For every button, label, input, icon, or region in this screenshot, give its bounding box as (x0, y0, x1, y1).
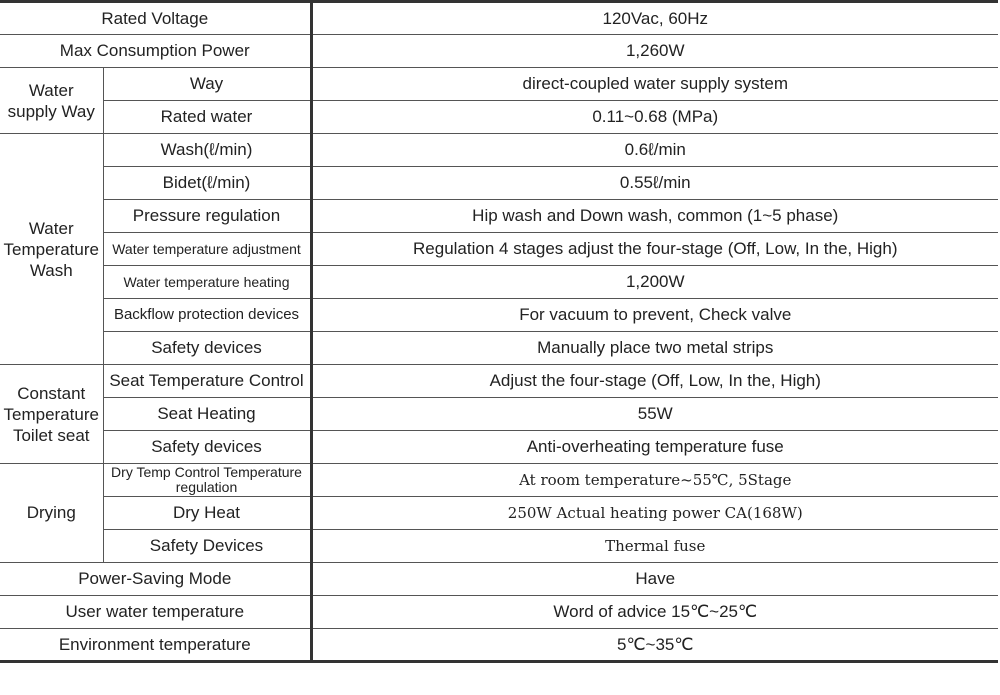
table-row (0, 233, 998, 266)
table-row (0, 2, 998, 35)
table-row (0, 35, 998, 68)
table-row (0, 629, 998, 662)
row-label: Max Consumption Power (0, 35, 311, 68)
row-label: Way (103, 68, 311, 101)
table-row (0, 68, 998, 101)
table-row (0, 101, 998, 134)
table-row (0, 134, 998, 167)
table-row (0, 497, 998, 530)
row-label: Wash(ℓ/min) (103, 134, 311, 167)
row-value: Thermal fuse (311, 530, 998, 563)
row-label: Safety Devices (103, 530, 311, 563)
row-value: 1,200W (311, 266, 998, 299)
table-row (0, 365, 998, 398)
row-value: Hip wash and Down wash, common (1~5 phase) (311, 200, 998, 233)
group-label: Drying (0, 464, 103, 563)
row-value: 5℃~35℃ (311, 629, 998, 662)
group-label: Constant Temperature Toilet seat (0, 365, 103, 464)
row-value: Word of advice 15℃~25℃ (311, 596, 998, 629)
row-value: Have (311, 563, 998, 596)
group-label: Water Temperature Wash (0, 134, 103, 365)
row-value: Anti-overheating temperature fuse (311, 431, 998, 464)
row-value: 250W Actual heating power CA(168W) (311, 497, 998, 530)
row-label: Power-Saving Mode (0, 563, 311, 596)
row-value: 0.55ℓ/min (311, 167, 998, 200)
row-value: 120Vac, 60Hz (311, 2, 998, 35)
row-value: 1,260W (311, 35, 998, 68)
table-row (0, 530, 998, 563)
row-label: Seat Heating (103, 398, 311, 431)
row-label: User water temperature (0, 596, 311, 629)
table-row (0, 200, 998, 233)
table-row (0, 464, 998, 497)
row-label: Dry Heat (103, 497, 311, 530)
row-value: For vacuum to prevent, Check valve (311, 299, 998, 332)
table-row (0, 266, 998, 299)
row-label: Water temperature adjustment (103, 233, 311, 266)
group-label: Water supply Way (0, 68, 103, 134)
table-row (0, 167, 998, 200)
row-label: Environment temperature (0, 629, 311, 662)
row-label: Pressure regulation (103, 200, 311, 233)
row-label: Safety devices (103, 332, 311, 365)
table-row (0, 596, 998, 629)
row-value: 55W (311, 398, 998, 431)
row-label: Safety devices (103, 431, 311, 464)
row-label: Water temperature heating (103, 266, 311, 299)
row-label: Bidet(ℓ/min) (103, 167, 311, 200)
row-label: Backflow protection devices (103, 299, 311, 332)
row-value: 0.11~0.68 (MPa) (311, 101, 998, 134)
row-value: Adjust the four-stage (Off, Low, In the, High) (311, 365, 998, 398)
row-label: Dry Temp Control Temperature regulation (103, 464, 311, 497)
table-row (0, 299, 998, 332)
table-row (0, 332, 998, 365)
row-label: Seat Temperature Control (103, 365, 311, 398)
table-row (0, 431, 998, 464)
table-row (0, 398, 998, 431)
row-value: 0.6ℓ/min (311, 134, 998, 167)
row-value: At room temperature~55℃, 5Stage (311, 464, 998, 497)
row-label: Rated Voltage (0, 2, 311, 35)
table-row (0, 563, 998, 596)
row-value: Manually place two metal strips (311, 332, 998, 365)
row-value: Regulation 4 stages adjust the four-stage (Off, Low, In the, High) (311, 233, 998, 266)
row-value: direct-coupled water supply system (311, 68, 998, 101)
row-label: Rated water (103, 101, 311, 134)
